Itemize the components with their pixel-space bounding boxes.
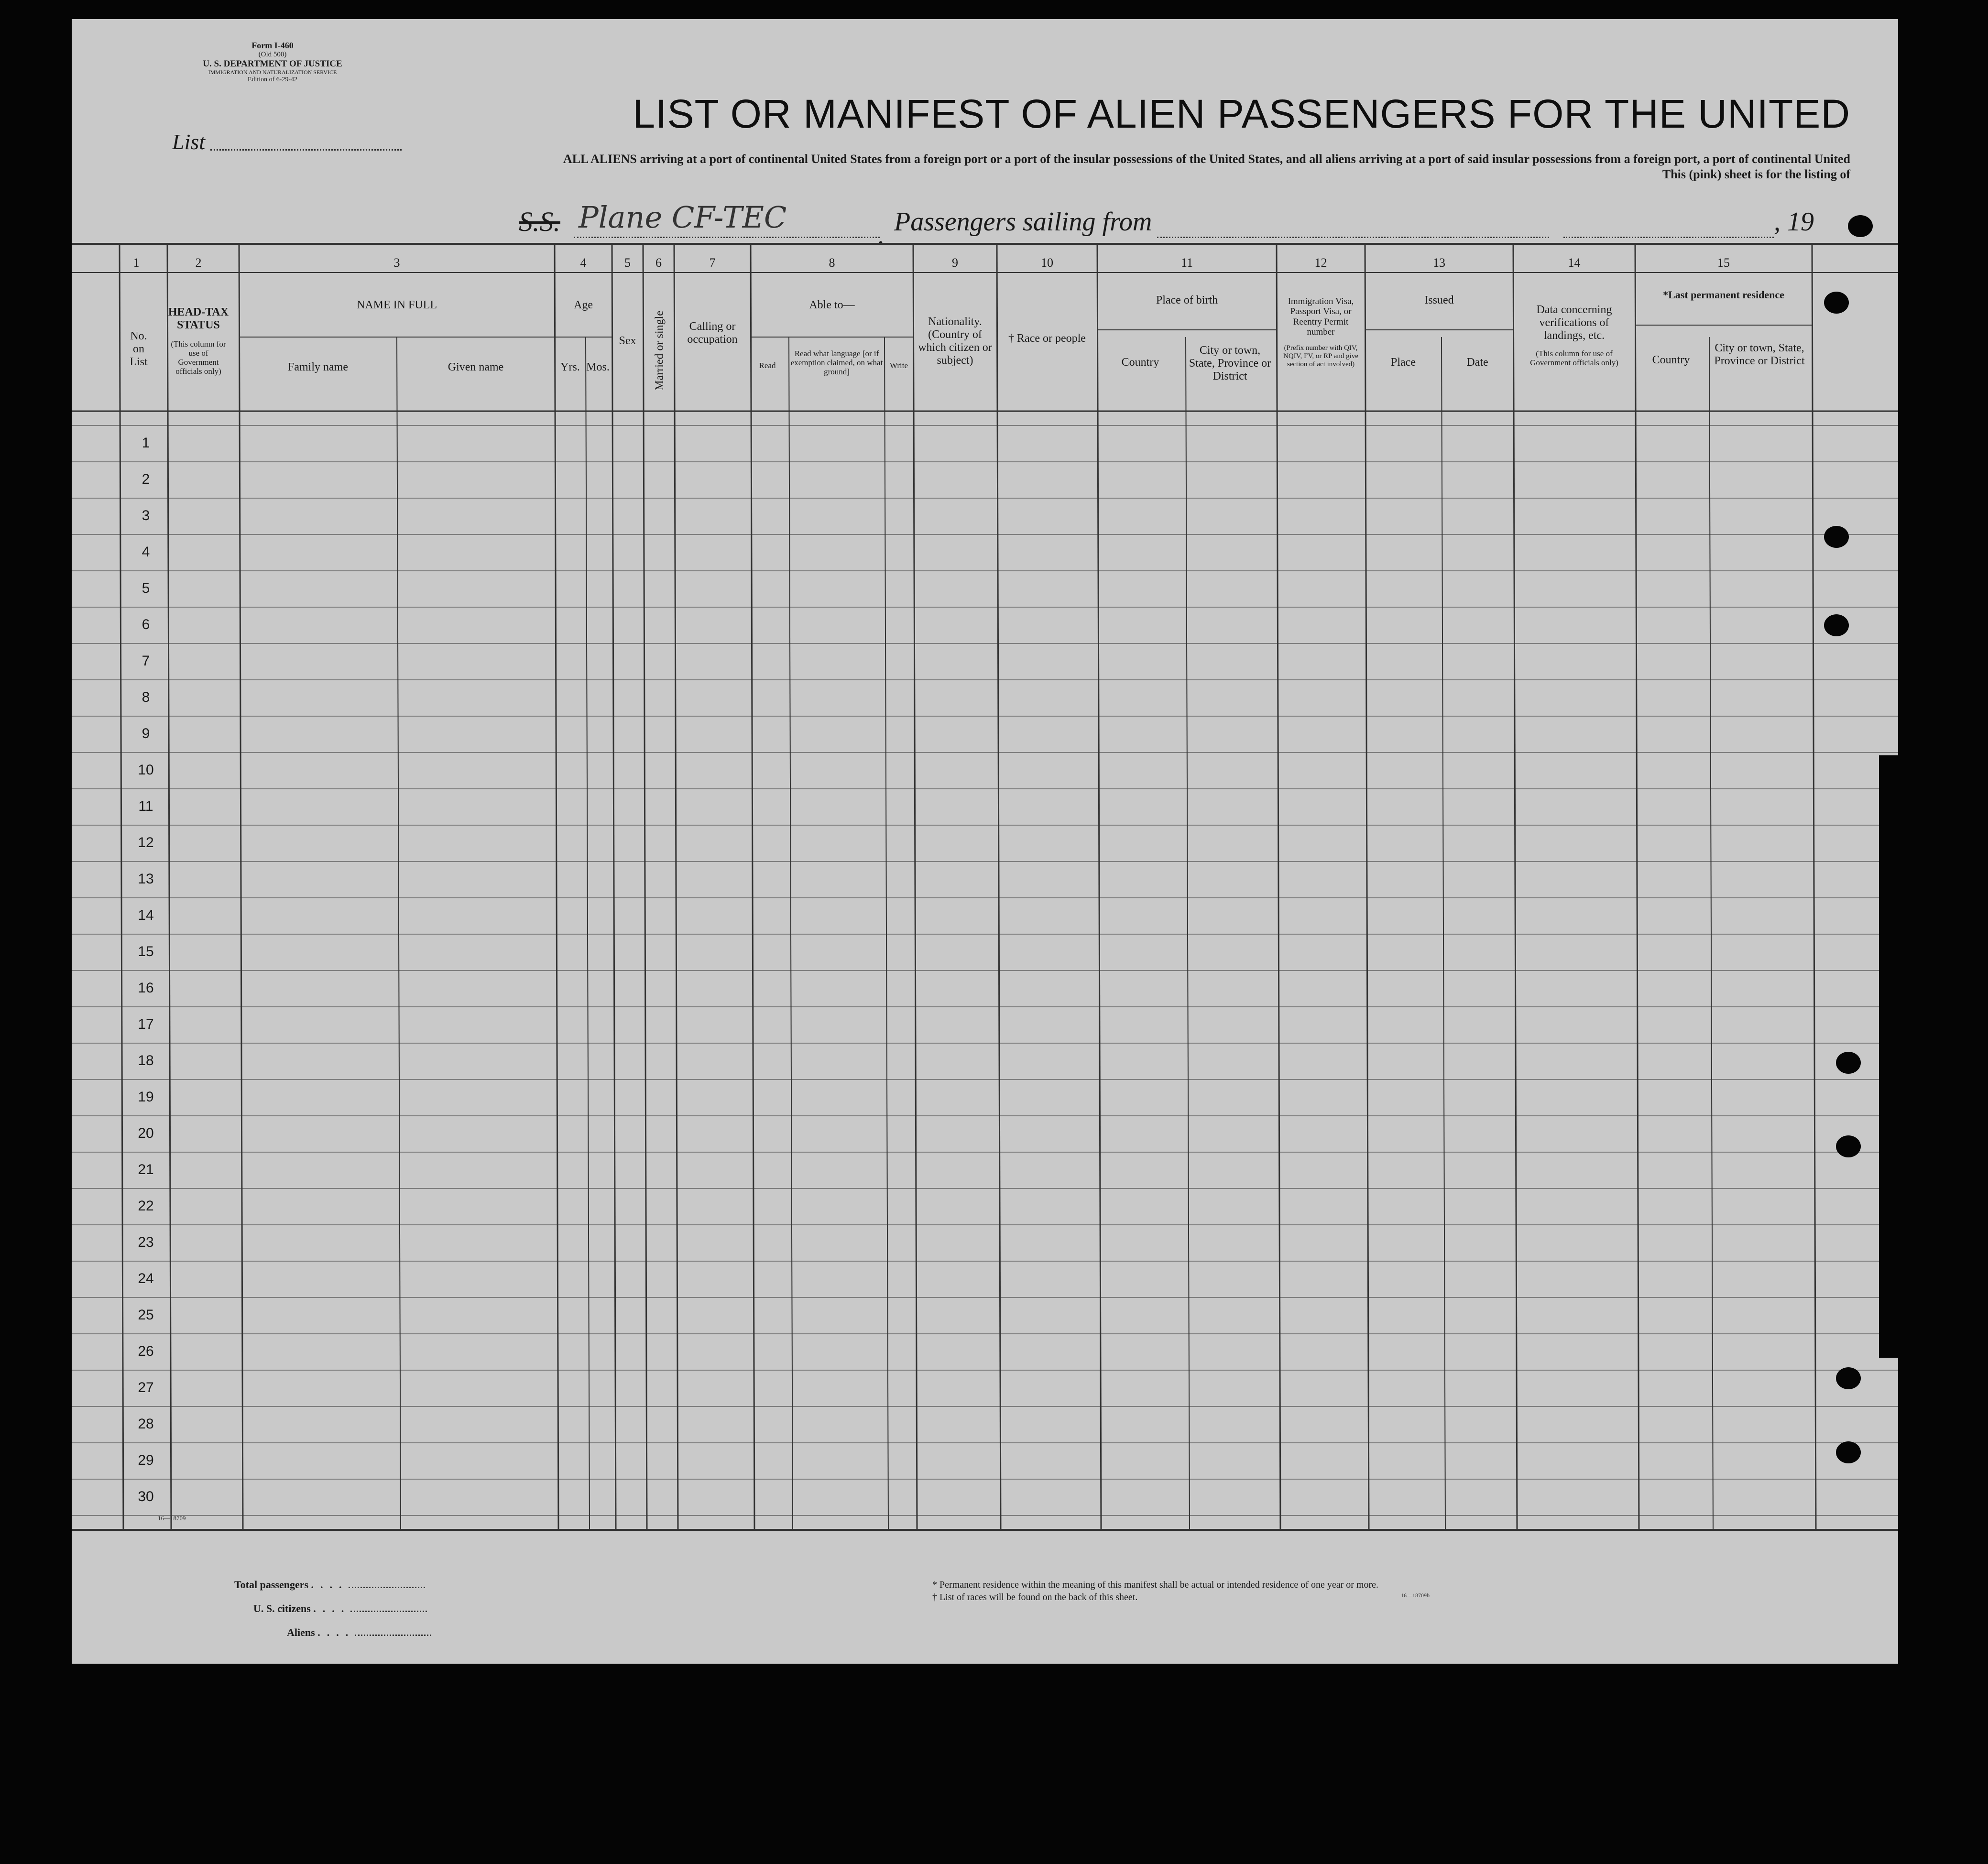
col-num-12: 12 xyxy=(1314,256,1327,270)
col-birth-country: Country xyxy=(1121,356,1159,369)
col-age-yrs: Yrs. xyxy=(560,361,580,373)
col-nationality: Nationality. (Country of which citizen or subject) xyxy=(918,316,992,367)
subtitle-2: This (pink) sheet is for the listing of xyxy=(1662,167,1850,181)
col-num-7: 7 xyxy=(709,256,716,270)
col-name-in-full: NAME IN FULL xyxy=(357,299,437,311)
row-number: 16 xyxy=(138,980,154,996)
row-number: 14 xyxy=(138,907,154,923)
col-visa-note: (Prefix number with QIV, NQIV, FV, or RP and give section of act involved) xyxy=(1283,344,1358,368)
aliens-field[interactable] xyxy=(355,1635,431,1636)
row-number: 1 xyxy=(142,435,150,451)
col-read: Read xyxy=(759,361,776,370)
row-number: 5 xyxy=(142,580,150,596)
col-num-11: 11 xyxy=(1180,256,1193,270)
col-head-tax-status: HEAD-TAX STATUS xyxy=(168,306,229,331)
row-number: 19 xyxy=(138,1089,154,1105)
page-title: LIST OR MANIFEST OF ALIEN PASSENGERS FOR THE UNITED xyxy=(633,91,1850,136)
col-calling-occupation: Calling or occupation xyxy=(687,320,738,346)
row-number: 6 xyxy=(142,617,150,632)
col-able-to: Able to— xyxy=(809,299,855,311)
service: IMMIGRATION AND NATURALIZATION SERVICE xyxy=(208,68,337,76)
department: U. S. DEPARTMENT OF JUSTICE xyxy=(203,58,342,69)
us-citizens-field[interactable] xyxy=(350,1611,427,1612)
col-sex: Sex xyxy=(619,335,636,347)
punch-hole xyxy=(1824,292,1849,314)
aliens-label: Aliens xyxy=(287,1626,315,1638)
row-number: 25 xyxy=(138,1307,154,1323)
us-citizens-label: U. S. citizens xyxy=(253,1602,311,1614)
col-read-language: Read what language [or if exemption claimed, on what ground] xyxy=(790,349,883,377)
row-number: 2 xyxy=(142,471,150,487)
row-number: 29 xyxy=(138,1452,154,1468)
footnote-residence: * Permanent residence within the meaning of this manifest shall be actual or intended residence of one year or more. xyxy=(932,1580,1379,1590)
row-number: 12 xyxy=(138,835,154,850)
footnote-code: 16—18709b xyxy=(1401,1592,1430,1599)
col-issued-place: Place xyxy=(1391,356,1416,369)
row-number: 23 xyxy=(138,1234,154,1250)
col-num-14: 14 xyxy=(1568,256,1581,270)
row-number: 13 xyxy=(138,871,154,887)
col-num-2: 2 xyxy=(195,256,202,270)
row-number: 15 xyxy=(138,944,154,959)
col-num-5: 5 xyxy=(624,256,631,270)
col-age-mos: Mos. xyxy=(586,361,610,373)
col-head-tax-note: (This column for use of Government officials only) xyxy=(171,339,226,376)
col-visa-number: Immigration Visa, Passport Visa, or Reentry Permit number xyxy=(1288,296,1354,337)
ship-name-handwritten: Plane CF-TEC xyxy=(579,200,787,235)
row-number: 22 xyxy=(138,1198,154,1214)
edition: Edition of 6-29-42 xyxy=(247,76,298,83)
punch-hole xyxy=(1836,1135,1861,1157)
manifest-sheet: Form I-460 (Old 500) U. S. DEPARTMENT OF JUSTICE IMMIGRATION AND NATURALIZATION SERVICE Edition of 6-29-42 List LIST OR MANIFEST OF ALIEN PASSENGERS FOR THE UNITED ALL ALIENS arriving at a port of continental United States from a foreign port or a port of the insular possessions of the United States, and all aliens arriving at a port of said insular possessions from a foreign port, a port of continental United This (pink) sheet is for the listing of S.S. Plane CF-TEC . Passengers sailing from , 19 1 2 3 4 5 6 7 8 9 10 11 12 13 14 15 No. on List HEAD-TAX STATUS (This column for use of Government officials only) NAME IN FULL Family name Given name Age Yrs. Mos. Sex Married or single Calling or occupation Able to— Read Read what language [or if exemption claimed, on what ground] Write Nationality. (Country of which citizen or subject) † Race or people Place of birth Country City or town, State, Province or District Immigration Visa, Passport Visa, or Reentry Permit number (Prefix number with QIV, NQIV, FV, or RP and give section of act involved) Issued Place Date Data concerning verifications of landings, etc. (This column for use of Government officials only) *Last permanent residence Country City or town, State, Province or District 1 2 3 4 5 6 7 8 9 10 11 12 13 14 15 16 17 18 19 20 21 22 23 24 25 26 27 28 29 30 16—18709 Total passengers .... U. S. citizens .... Aliens .... * Permanent residence within the meaning of this manifest shall be actual or intended residence of one year or more. † List of races will be found on the back of this sheet. 16—18709b xyxy=(72,19,1898,1664)
col-birth-city: City or town, State, Province or District xyxy=(1189,344,1271,382)
row-number: 3 xyxy=(142,508,150,523)
row-number: 9 xyxy=(142,726,150,741)
col-num-1: 1 xyxy=(133,256,140,270)
col-num-13: 13 xyxy=(1433,256,1445,270)
col-given-name: Given name xyxy=(448,361,504,373)
footnote-races: † List of races will be found on the back of this sheet. xyxy=(932,1592,1138,1602)
total-passengers-field[interactable] xyxy=(349,1587,425,1588)
col-num-8: 8 xyxy=(829,256,835,270)
col-family-name: Family name xyxy=(288,361,348,373)
col-age: Age xyxy=(574,299,593,311)
ship-prefix: S.S. xyxy=(519,206,560,237)
form-old-number: (Old 500) xyxy=(258,50,287,58)
subtitle-1: ALL ALIENS arriving at a port of continental United States from a foreign port or a port of the insular possessions of the United States, and all aliens arriving at a port of said insular possessions from a foreign port, a port of continental United xyxy=(563,152,1850,166)
col-num-10: 10 xyxy=(1041,256,1053,270)
row-number: 30 xyxy=(138,1489,154,1504)
col-last-residence: *Last permanent residence xyxy=(1663,289,1784,301)
col-issued: Issued xyxy=(1424,294,1454,306)
punch-hole xyxy=(1848,215,1873,237)
total-passengers-label: Total passengers xyxy=(234,1579,309,1591)
col-verifications: Data concerning verifications of landings, etc. xyxy=(1536,304,1612,342)
form-number: Form I-460 xyxy=(251,41,294,50)
row-number: 4 xyxy=(142,544,150,560)
col-married-single: Married or single xyxy=(653,311,666,391)
col-num-15: 15 xyxy=(1717,256,1730,270)
print-code: 16—18709 xyxy=(158,1515,186,1522)
year-prefix: , 19 xyxy=(1774,207,1814,237)
col-num-3: 3 xyxy=(393,256,400,270)
row-number: 10 xyxy=(138,762,154,778)
col-no-on-list: No. on List xyxy=(130,330,148,368)
col-num-9: 9 xyxy=(952,256,958,270)
punch-hole xyxy=(1836,1367,1861,1389)
col-residence-country: Country xyxy=(1652,354,1690,366)
row-number: 18 xyxy=(138,1053,154,1068)
row-number: 26 xyxy=(138,1343,154,1359)
punch-hole xyxy=(1836,1441,1861,1463)
col-issued-date: Date xyxy=(1466,356,1488,369)
row-number: 17 xyxy=(138,1016,154,1032)
row-number: 28 xyxy=(138,1416,154,1432)
row-number: 11 xyxy=(138,798,153,814)
row-number: 27 xyxy=(138,1380,154,1395)
col-verifications-note: (This column for use of Government officials only) xyxy=(1530,349,1618,368)
row-number: 8 xyxy=(142,689,150,705)
footnotes xyxy=(932,1579,1378,1603)
col-num-6: 6 xyxy=(655,256,662,270)
row-number: 7 xyxy=(142,653,150,669)
punch-hole xyxy=(1824,526,1849,548)
col-residence-city: City or town, State, Province or District xyxy=(1714,342,1805,367)
list-label: List xyxy=(172,130,206,154)
col-num-4: 4 xyxy=(580,256,587,270)
col-race-people: † Race or people xyxy=(1008,332,1086,345)
totals-block: Total passengers .... U. S. citizens .... Aliens .... xyxy=(234,1573,431,1645)
row-number: 20 xyxy=(138,1125,154,1141)
col-place-of-birth: Place of birth xyxy=(1156,294,1218,306)
row-number: 21 xyxy=(138,1162,154,1177)
col-write: Write xyxy=(889,361,908,370)
passengers-sailing-from-label: Passengers sailing from xyxy=(894,207,1152,237)
row-number: 24 xyxy=(138,1271,154,1286)
punch-hole xyxy=(1824,614,1849,636)
torn-edge xyxy=(1879,755,1898,1358)
punch-hole xyxy=(1836,1052,1861,1074)
